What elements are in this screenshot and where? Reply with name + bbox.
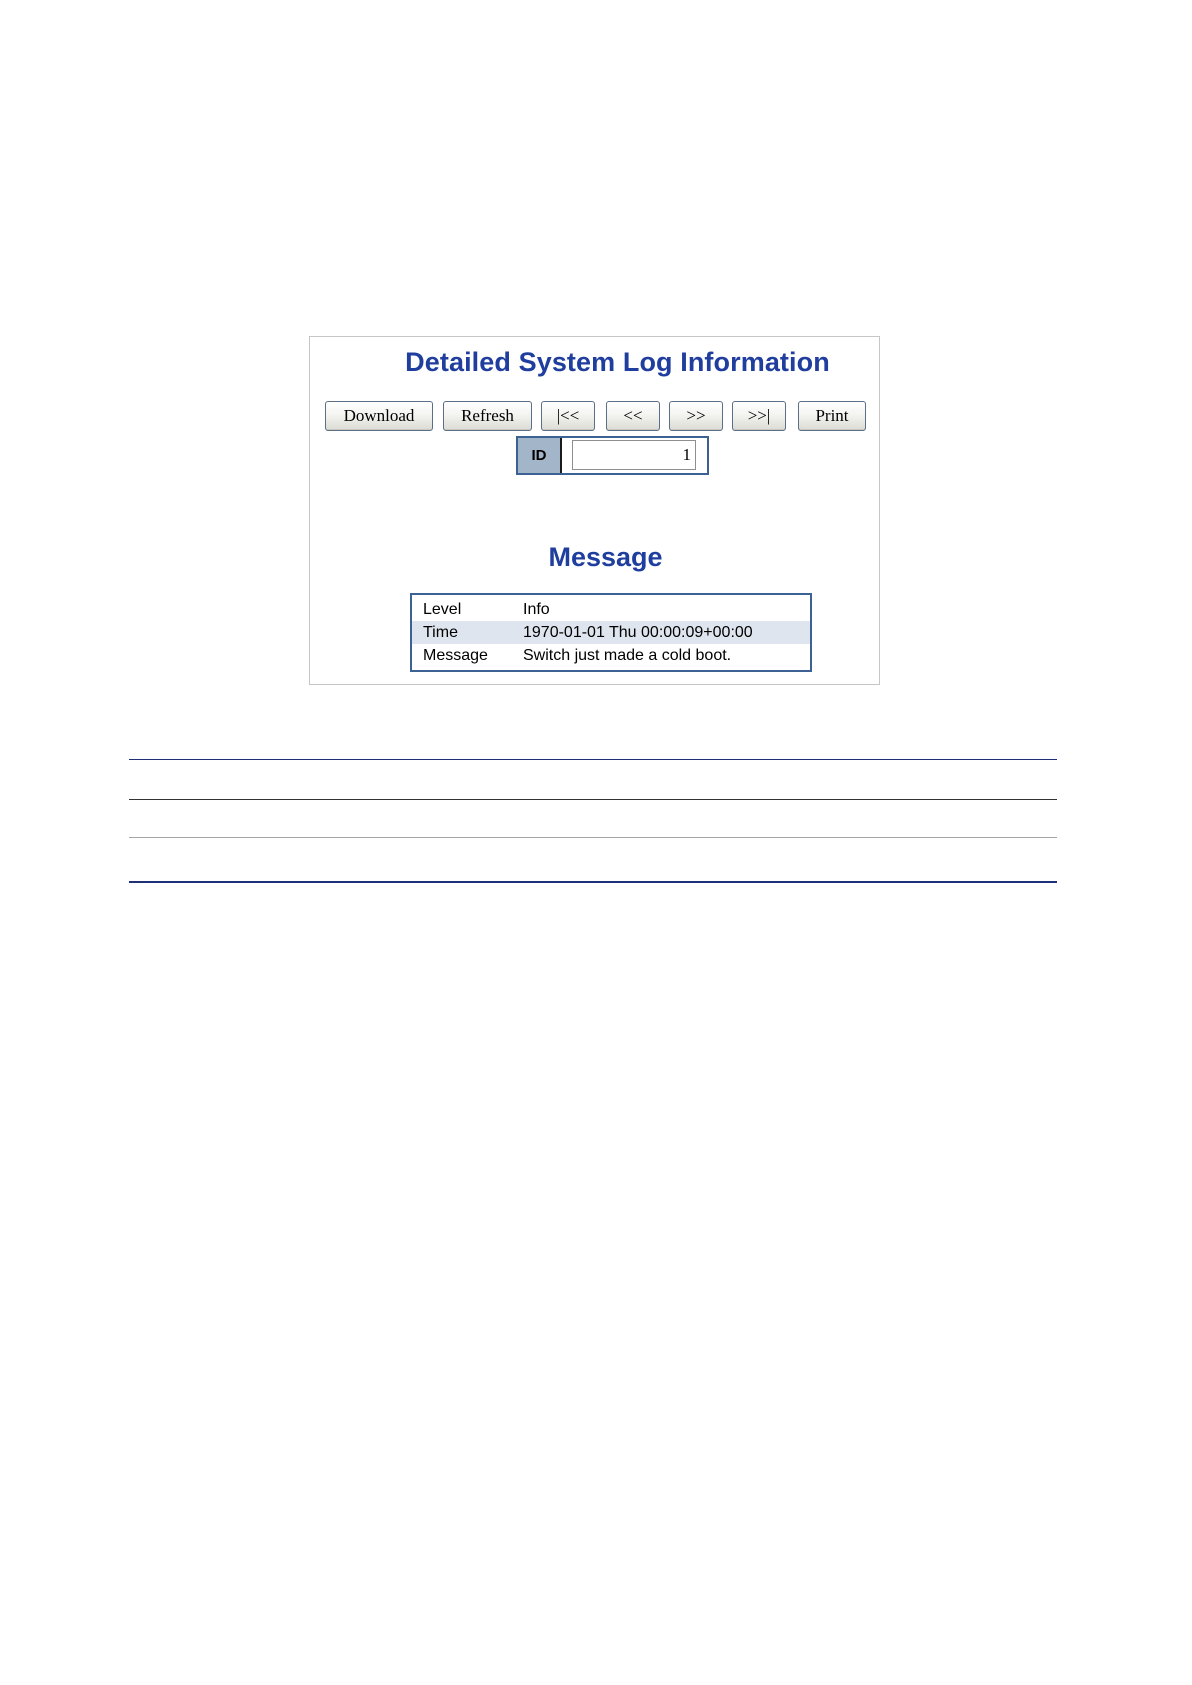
download-button[interactable]: Download bbox=[325, 401, 433, 431]
divider-line bbox=[129, 799, 1057, 800]
row-value: Switch just made a cold boot. bbox=[523, 647, 732, 664]
page-title: Detailed System Log Information bbox=[405, 347, 830, 377]
previous-page-button[interactable]: << bbox=[606, 401, 660, 431]
divider-line bbox=[129, 837, 1057, 838]
divider-line bbox=[129, 881, 1057, 883]
message-row-time bbox=[412, 621, 810, 644]
id-label: ID bbox=[518, 438, 562, 473]
message-title: Message bbox=[548, 542, 663, 572]
next-page-button[interactable]: >> bbox=[669, 401, 723, 431]
first-page-button[interactable]: |<< bbox=[541, 401, 595, 431]
message-table bbox=[410, 593, 812, 672]
divider-line bbox=[129, 759, 1057, 760]
log-detail-panel bbox=[309, 336, 880, 685]
id-input[interactable] bbox=[572, 440, 696, 470]
row-value: 1970-01-01 Thu 00:00:09+00:00 bbox=[523, 624, 753, 641]
id-selector bbox=[516, 436, 709, 475]
refresh-button[interactable]: Refresh bbox=[443, 401, 532, 431]
last-page-button[interactable]: >>| bbox=[732, 401, 786, 431]
row-key: Level bbox=[423, 601, 462, 618]
message-row-message bbox=[412, 644, 810, 667]
row-value: Info bbox=[523, 601, 550, 618]
row-key: Time bbox=[423, 624, 458, 641]
row-key: Message bbox=[423, 647, 488, 664]
message-row-level bbox=[412, 598, 810, 621]
print-button[interactable]: Print bbox=[798, 401, 866, 431]
